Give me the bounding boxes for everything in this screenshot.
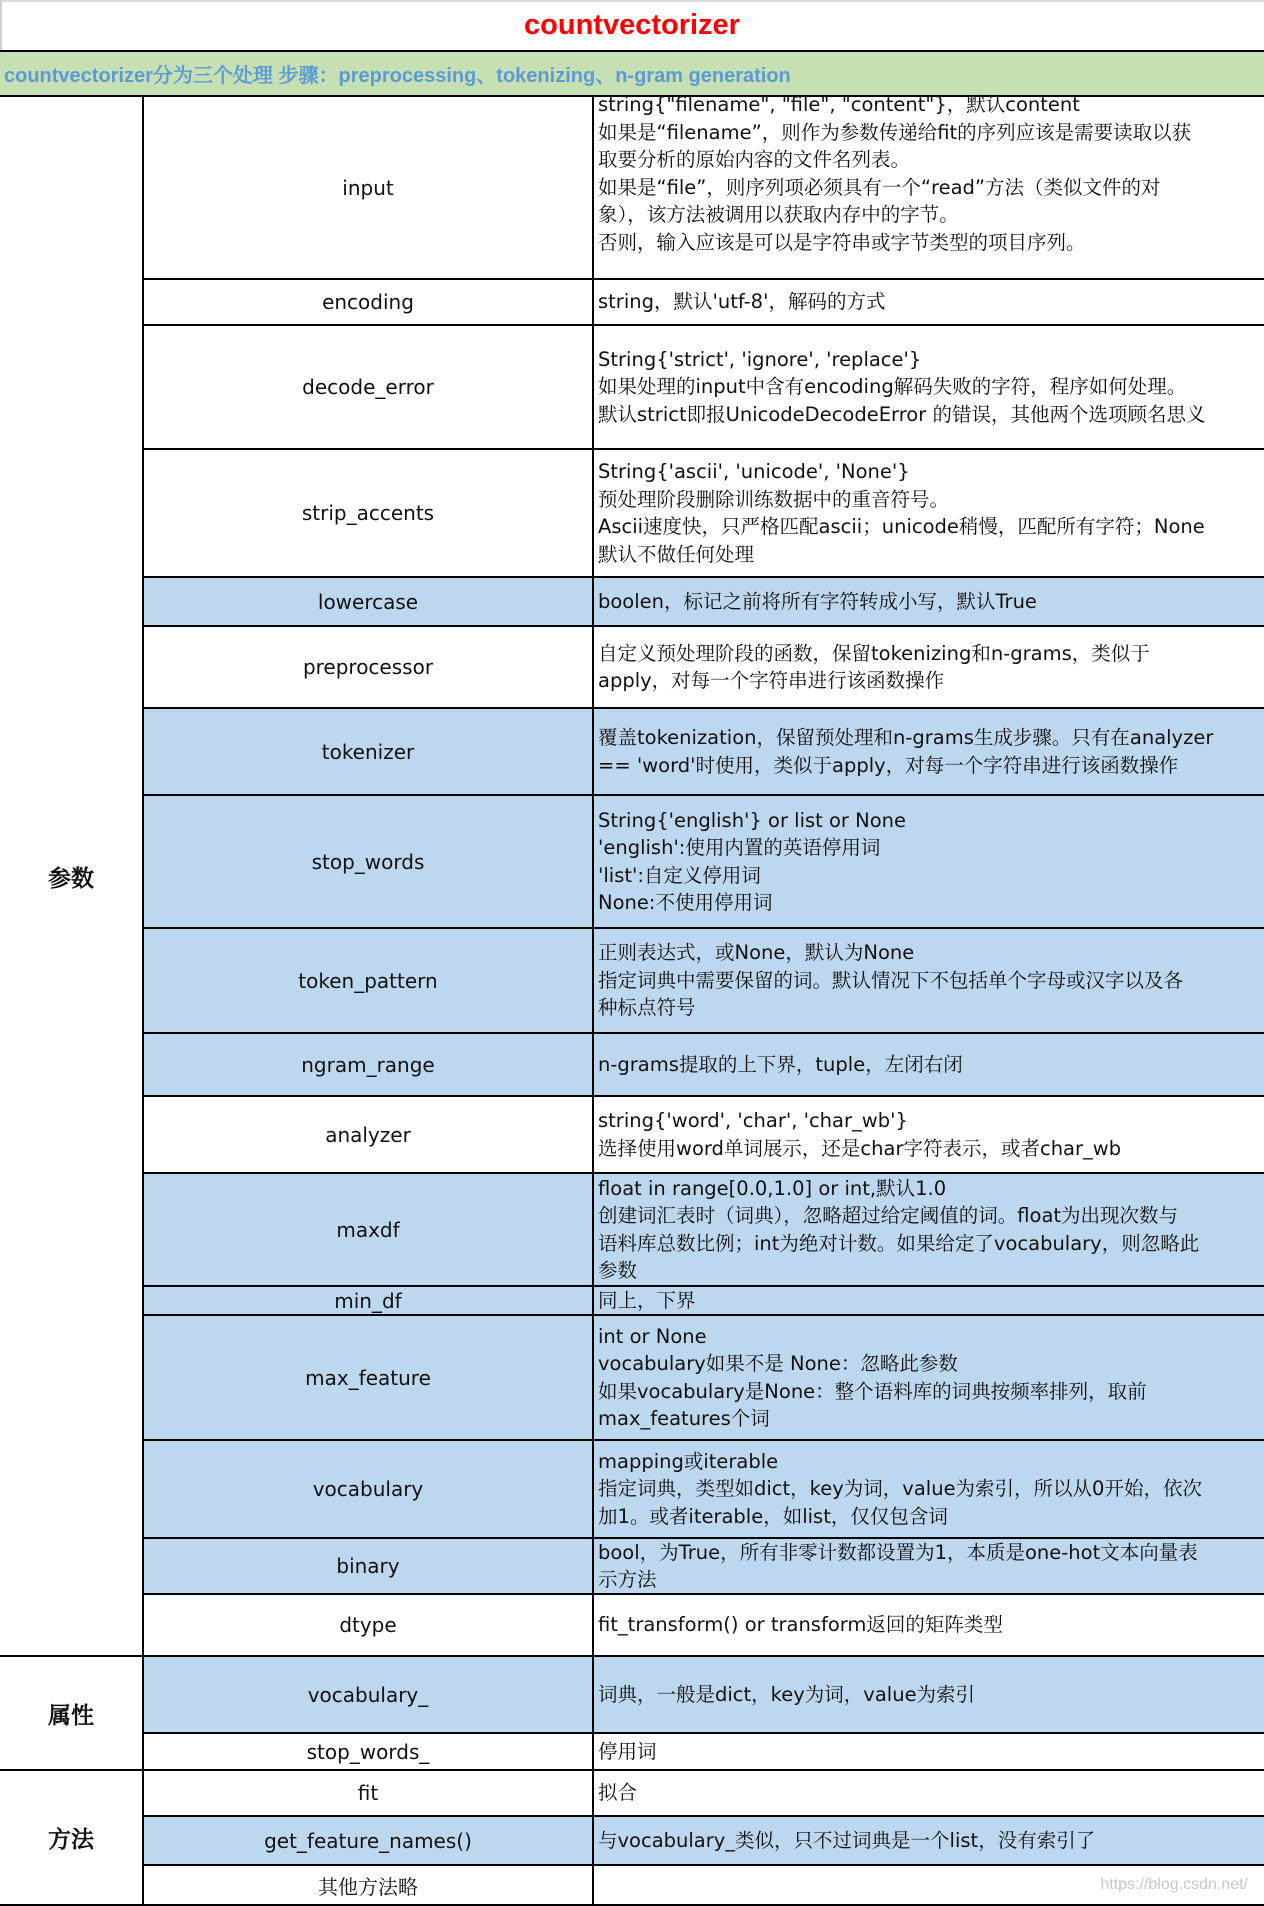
description-line: int or None xyxy=(598,1324,707,1348)
parameter-description xyxy=(594,280,1264,324)
watermark: https://blog.csdn.net/ xyxy=(1100,1876,1248,1893)
parameter-description xyxy=(594,578,1264,625)
table-row xyxy=(144,1734,1264,1771)
parameter-description xyxy=(594,91,1264,278)
parameter-name: strip_accents xyxy=(144,450,594,576)
description-line: 默认strict即报UnicodeDecodeError 的错误，其他两个选项顾名思义 xyxy=(598,402,1206,426)
parameter-name: vocabulary_ xyxy=(144,1657,594,1732)
parameter-description xyxy=(594,1441,1264,1537)
parameter-name: ngram_range xyxy=(144,1034,594,1095)
description-line: 语料库总数比例；int为绝对计数。如果给定了vocabulary，则忽略此 xyxy=(598,1231,1200,1255)
table-row xyxy=(144,1174,1264,1287)
description-line: 取要分析的原始内容的文件名列表。 xyxy=(598,148,911,171)
description-line: 加1。或者iterable，如list，仅仅包含词 xyxy=(598,1504,948,1528)
table-row xyxy=(144,1539,1264,1595)
description-line: 否则，输入应该是可以是字符串或字节类型的项目序列。 xyxy=(598,230,1086,254)
description-line: 如果是“file”，则序列项必须具有一个“read”方法（类似文件的对 xyxy=(598,175,1161,199)
description-line: n-grams提取的上下界，tuple，左闭右闭 xyxy=(598,1052,963,1076)
description-line: 预处理阶段删除训练数据中的重音符号。 xyxy=(598,487,950,511)
description-line: apply，对每一个字符串进行该函数操作 xyxy=(598,669,945,692)
description-line: 与vocabulary_类似，只不过词典是一个list，没有索引了 xyxy=(598,1828,1096,1852)
parameter-name: dtype xyxy=(144,1595,594,1655)
description-line: 正则表达式，或None，默认为None xyxy=(598,941,915,965)
parameter-description xyxy=(594,1097,1264,1172)
description-line: boolen，标记之前将所有字符转成小写，默认True xyxy=(598,589,1037,613)
parameter-name: tokenizer xyxy=(144,709,594,794)
description-line: string，默认'utf-8'，解码的方式 xyxy=(598,290,886,314)
description-line: 自定义预处理阶段的函数，保留tokenizing和n-grams，类似于 xyxy=(598,641,1150,665)
table-row xyxy=(144,1316,1264,1441)
table-row xyxy=(144,93,1264,280)
table-row xyxy=(144,627,1264,709)
description-line: string{'word', 'char', 'char_wb'} xyxy=(598,1109,908,1132)
description-line: string{"filename", "file", "content"}，默认content xyxy=(598,93,1080,116)
parameter-name: max_feature xyxy=(144,1316,594,1439)
parameter-description xyxy=(594,1316,1264,1439)
parameter-description xyxy=(594,1595,1264,1655)
parameter-description xyxy=(594,627,1264,707)
description-line: None:不使用停用词 xyxy=(598,891,773,914)
description-line: vocabulary如果不是 None：忽略此参数 xyxy=(598,1352,958,1375)
table-row xyxy=(144,1657,1264,1734)
description-line: 指定词典，类型如dict，key为词，value为索引，所以从0开始，依次 xyxy=(598,1477,1202,1501)
parameter-description xyxy=(594,1771,1264,1815)
parameter-description xyxy=(594,1174,1264,1285)
parameter-name: input xyxy=(144,97,594,278)
table-row xyxy=(144,1771,1264,1817)
table-row xyxy=(144,1441,1264,1539)
description-line: 创建词汇表时（词典），忽略超过给定阈值的词。float为出现次数与 xyxy=(598,1204,1179,1227)
description-line: String{'english'} or list or None xyxy=(598,808,907,832)
table-row xyxy=(144,1866,1264,1906)
description-line: 参数 xyxy=(598,1259,638,1282)
parameter-name: token_pattern xyxy=(144,929,594,1032)
description-line: float in range[0.0,1.0] or int,默认1.0 xyxy=(598,1176,947,1200)
description-line: bool，为True，所有非零计数都设置为1，本质是one-hot文本向量表 xyxy=(598,1540,1198,1564)
parameter-name: lowercase xyxy=(144,578,594,625)
description-line: 拟合 xyxy=(598,1781,638,1805)
table-row xyxy=(144,1097,1264,1174)
parameter-name: min_df xyxy=(144,1287,594,1314)
parameter-description xyxy=(594,796,1264,927)
parameter-name: preprocessor xyxy=(144,627,594,707)
parameter-description xyxy=(594,1539,1264,1593)
table-row xyxy=(144,1595,1264,1657)
parameter-name: encoding xyxy=(144,280,594,324)
parameter-name: decode_error xyxy=(144,326,594,448)
group-label: 属性 xyxy=(0,1657,144,1771)
table-row xyxy=(144,1817,1264,1866)
parameter-description xyxy=(594,326,1264,448)
description-line: Ascii速度快，只严格匹配ascii；unicode稍慢，匹配所有字符；None xyxy=(598,515,1205,538)
description-line: 如果处理的input中含有encoding解码失败的字符，程序如何处理。 xyxy=(598,375,1187,399)
parameter-description xyxy=(594,450,1264,576)
table-row xyxy=(144,929,1264,1034)
description-line: String{'strict', 'ignore', 'replace'} xyxy=(598,347,922,371)
table-row xyxy=(144,450,1264,578)
group-label: 参数 xyxy=(0,97,144,1657)
description-line: 示方法 xyxy=(598,1568,657,1591)
parameter-description xyxy=(594,1034,1264,1095)
parameter-description xyxy=(594,1657,1264,1732)
description-line: 如果vocabulary是None：整个语料库的词典按频率排列，取前 xyxy=(598,1379,1147,1403)
description-line: 停用词 xyxy=(598,1739,657,1763)
parameter-name: stop_words xyxy=(144,796,594,927)
description-line: == 'word'时使用，类似于apply，对每一个字符串进行该函数操作 xyxy=(598,753,1179,777)
table-row xyxy=(144,709,1264,796)
subtitle-banner: countvectorizer分为三个处理 步骤：preprocessing、tokenizing、n-gram generation xyxy=(0,52,1264,97)
description-line: 'list':自定义停用词 xyxy=(598,863,761,887)
parameter-name: analyzer xyxy=(144,1097,594,1172)
description-line: mapping或iterable xyxy=(598,1449,779,1473)
table-row xyxy=(144,280,1264,326)
parameter-name: 其他方法略 xyxy=(144,1866,594,1904)
parameter-name: stop_words_ xyxy=(144,1734,594,1769)
table-row xyxy=(144,1034,1264,1097)
description-line: 象），该方法被调用以获取内存中的字节。 xyxy=(598,203,959,226)
description-line: 默认不做任何处理 xyxy=(598,542,755,566)
group-label: 方法 xyxy=(0,1771,144,1906)
parameter-name: maxdf xyxy=(144,1174,594,1285)
description-line: 种标点符号 xyxy=(598,996,696,1020)
table-row xyxy=(144,796,1264,929)
parameter-name: fit xyxy=(144,1771,594,1815)
description-line: 词典，一般是dict，key为词，value为索引 xyxy=(598,1682,976,1706)
description-line: fit_transform() or transform返回的矩阵类型 xyxy=(598,1613,1003,1637)
description-line: 'english':使用内置的英语停用词 xyxy=(598,836,881,859)
description-line: max_features个词 xyxy=(598,1407,770,1430)
parameter-name: binary xyxy=(144,1539,594,1593)
parameter-description xyxy=(594,1287,1264,1314)
parameter-name: get_feature_names() xyxy=(144,1817,594,1864)
table-row xyxy=(144,326,1264,450)
description-line: 选择使用word单词展示，还是char字符表示，或者char_wb xyxy=(598,1136,1122,1160)
description-line: 指定词典中需要保留的词。默认情况下不包括单个字母或汉字以及各 xyxy=(598,968,1184,992)
parameter-name: vocabulary xyxy=(144,1441,594,1537)
parameter-description xyxy=(594,1734,1264,1769)
description-line: String{'ascii', 'unicode', 'None'} xyxy=(598,460,910,483)
parameter-description xyxy=(594,929,1264,1032)
parameter-description xyxy=(594,709,1264,794)
description-line: 同上，下界 xyxy=(598,1288,696,1312)
description-line: 如果是“filename”，则作为参数传递给fit的序列应该是需要读取以获 xyxy=(598,120,1192,144)
table-row xyxy=(144,578,1264,627)
parameter-description xyxy=(594,1817,1264,1864)
page-title: countvectorizer xyxy=(0,0,1264,52)
description-line: 覆盖tokenization，保留预处理和n-grams生成步骤。只有在analyzer xyxy=(598,726,1214,749)
table-row xyxy=(144,1287,1264,1316)
